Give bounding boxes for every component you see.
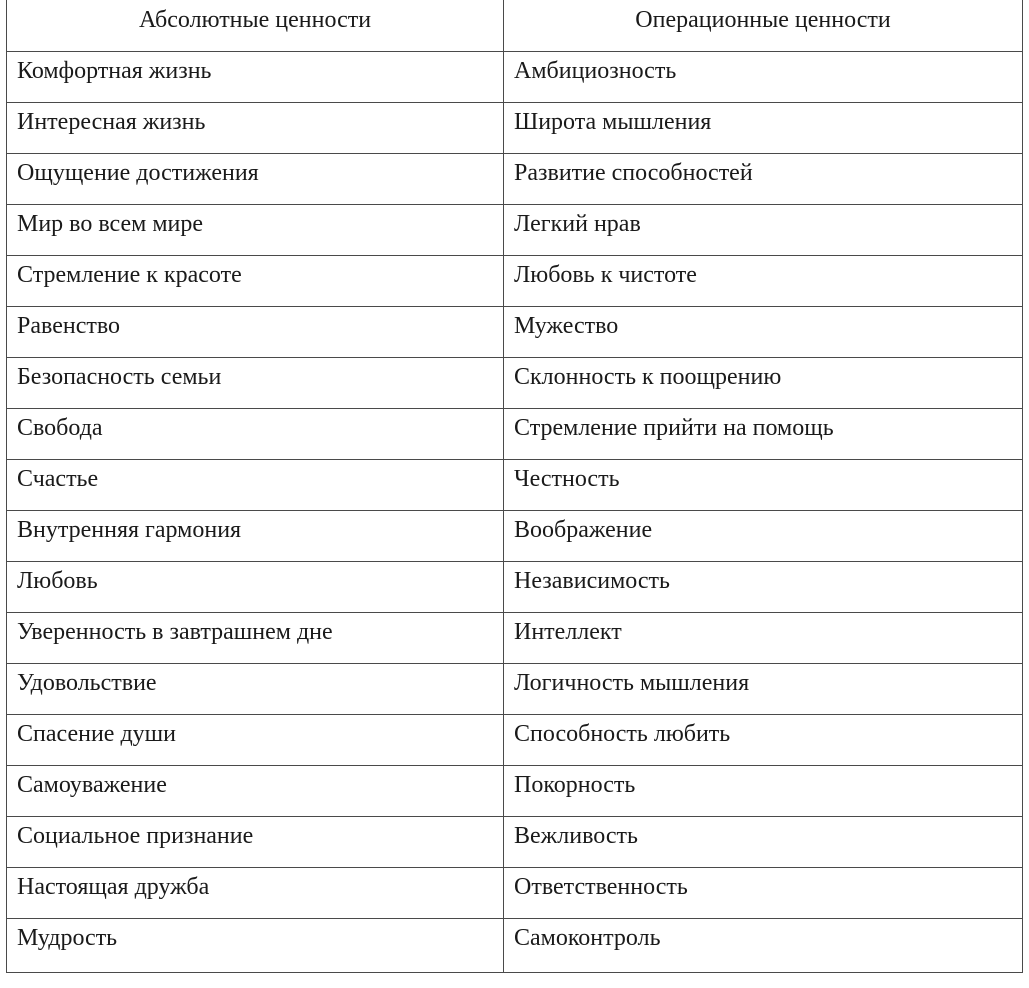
operational-value-cell: Ответственность [504, 868, 1023, 919]
table-row [7, 766, 1023, 817]
operational-value-cell: Самоконтроль [504, 919, 1023, 973]
absolute-value-cell: Настоящая дружба [7, 868, 504, 919]
table-row [7, 868, 1023, 919]
operational-value-cell: Склонность к поощрению [504, 358, 1023, 409]
absolute-value-cell: Мир во всем мире [7, 205, 504, 256]
table-row [7, 52, 1023, 103]
operational-value-cell: Вежливость [504, 817, 1023, 868]
table-row [7, 154, 1023, 205]
table-row [7, 307, 1023, 358]
absolute-value-cell: Безопасность семьи [7, 358, 504, 409]
table-row [7, 358, 1023, 409]
operational-value-cell: Логичность мышления [504, 664, 1023, 715]
table-row [7, 103, 1023, 154]
table-row [7, 817, 1023, 868]
absolute-value-cell: Комфортная жизнь [7, 52, 504, 103]
absolute-value-cell: Удовольствие [7, 664, 504, 715]
absolute-value-cell: Внутренняя гармония [7, 511, 504, 562]
absolute-value-cell: Спасение души [7, 715, 504, 766]
operational-value-cell: Мужество [504, 307, 1023, 358]
absolute-value-cell: Самоуважение [7, 766, 504, 817]
operational-value-cell: Покорность [504, 766, 1023, 817]
header-operational-values: Операционные ценности [504, 0, 1023, 52]
operational-value-cell: Воображение [504, 511, 1023, 562]
operational-value-cell: Независимость [504, 562, 1023, 613]
operational-value-cell: Честность [504, 460, 1023, 511]
operational-value-cell: Любовь к чистоте [504, 256, 1023, 307]
table-header-row [7, 0, 1023, 52]
table-row [7, 409, 1023, 460]
table-row [7, 562, 1023, 613]
table-row [7, 511, 1023, 562]
table-row [7, 919, 1023, 973]
absolute-value-cell: Ощущение достижения [7, 154, 504, 205]
table-row [7, 205, 1023, 256]
absolute-value-cell: Равенство [7, 307, 504, 358]
absolute-value-cell: Свобода [7, 409, 504, 460]
header-absolute-values: Абсолютные ценности [7, 0, 504, 52]
table-row [7, 715, 1023, 766]
table-row [7, 460, 1023, 511]
operational-value-cell: Развитие способностей [504, 154, 1023, 205]
absolute-value-cell: Уверенность в завтрашнем дне [7, 613, 504, 664]
operational-value-cell: Легкий нрав [504, 205, 1023, 256]
table-row [7, 256, 1023, 307]
operational-value-cell: Широта мышления [504, 103, 1023, 154]
absolute-value-cell: Счастье [7, 460, 504, 511]
absolute-value-cell: Стремление к красоте [7, 256, 504, 307]
operational-value-cell: Интеллект [504, 613, 1023, 664]
table-row [7, 664, 1023, 715]
values-table [6, 0, 1023, 973]
operational-value-cell: Амбициозность [504, 52, 1023, 103]
table-row [7, 613, 1023, 664]
absolute-value-cell: Любовь [7, 562, 504, 613]
absolute-value-cell: Мудрость [7, 919, 504, 973]
operational-value-cell: Способность любить [504, 715, 1023, 766]
absolute-value-cell: Интересная жизнь [7, 103, 504, 154]
operational-value-cell: Стремление прийти на помощь [504, 409, 1023, 460]
absolute-value-cell: Социальное признание [7, 817, 504, 868]
